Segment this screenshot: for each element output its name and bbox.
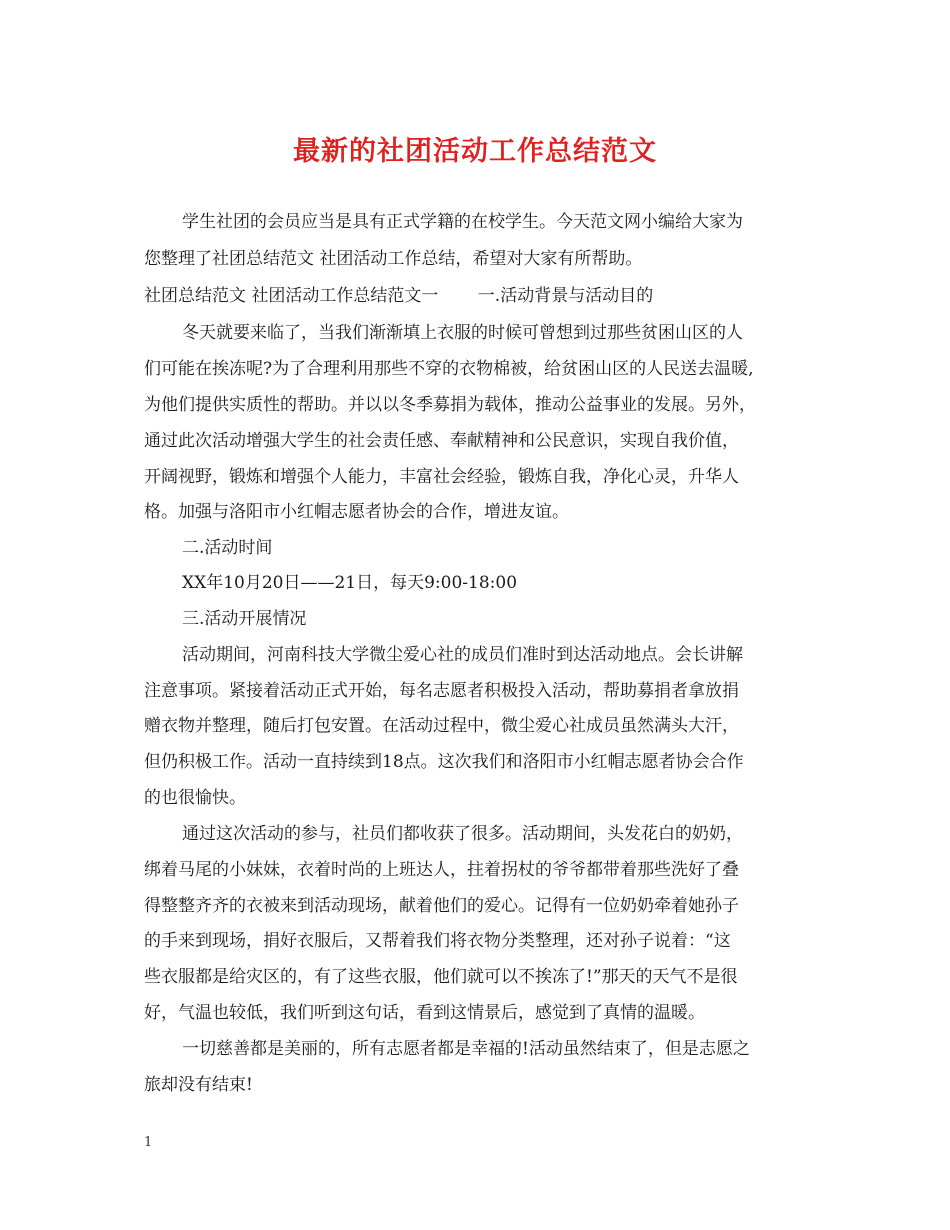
- text-line: 通过这次活动的参与，社员们都收获了很多。活动期间，头发花白的奶奶，: [182, 824, 743, 844]
- text-line: 开阔视野，锻炼和增强个人能力，丰富社会经验，锻炼自我，净化心灵，升华人: [144, 467, 739, 487]
- text-line: 通过此次活动增强大学生的社会责任感、奉献精神和公民意识，实现自我价值，: [144, 431, 739, 451]
- text-line: 格。加强与洛阳市小红帽志愿者协会的合作，增进友谊。: [144, 502, 569, 522]
- section-heading: 三.活动开展情况: [182, 609, 307, 629]
- text-line: 的也很愉快。: [144, 788, 246, 808]
- text-line: 旅却没有结束!: [144, 1075, 253, 1095]
- page-number: 1: [144, 1135, 153, 1150]
- text-line: 一切慈善都是美丽的，所有志愿者都是幸福的!活动虽然结束了，但是志愿之: [182, 1039, 750, 1059]
- text-line: 冬天就要来临了，当我们渐渐填上衣服的时候可曾想到过那些贫困山区的人: [182, 323, 743, 343]
- text-line: 社团总结范文 社团活动工作总结范文一 一.活动背景与活动目的: [144, 286, 654, 306]
- text-line: 赠衣物并整理，随后打包安置。在活动过程中，微尘爱心社成员虽然满头大汗，: [144, 716, 739, 736]
- text-line: 为他们提供实质性的帮助。并以以冬季募捐为载体，推动公益事业的发展。另外，: [144, 395, 756, 415]
- text-line: XX年10月20日——21日，每天9:00-18:00: [182, 573, 518, 593]
- text-line: 注意事项。紧接着活动正式开始，每名志愿者积极投入活动，帮助募捐者拿放捐: [144, 681, 739, 701]
- document-title: 最新的社团活动工作总结范文: [293, 136, 657, 167]
- text-line: 但仍积极工作。活动一直持续到18点。这次我们和洛阳市小红帽志愿者协会合作: [144, 752, 744, 772]
- text-line: 学生社团的会员应当是具有正式学籍的在校学生。今天范文网小编给大家为: [182, 212, 743, 232]
- text-line: 的手来到现场，捐好衣服后，又帮着我们将衣物分类整理，还对孙子说着：“这: [144, 931, 731, 951]
- text-line: 绑着马尾的小妹妹，衣着时尚的上班达人，拄着拐杖的爷爷都带着那些洗好了叠: [144, 860, 739, 880]
- text-line: 们可能在挨冻呢?为了合理利用那些不穿的衣物棉被，给贫困山区的人民送去温暖,: [144, 359, 754, 379]
- section-heading: 二.活动时间: [182, 538, 273, 558]
- text-line: 您整理了社团总结范文 社团活动工作总结，希望对大家有所帮助。: [144, 249, 643, 269]
- text-line: 得整整齐齐的衣被来到活动现场，献着他们的爱心。记得有一位奶奶牵着她孙子: [144, 896, 739, 916]
- text-line: 好，气温也较低，我们听到这句话，看到这情景后，感觉到了真情的温暖。: [144, 1003, 705, 1023]
- text-line: 活动期间，河南科技大学微尘爱心社的成员们准时到达活动地点。会长讲解: [182, 645, 743, 665]
- text-line: 些衣服都是给灾区的，有了这些衣服，他们就可以不挨冻了!”那天的天气不是很: [144, 967, 738, 987]
